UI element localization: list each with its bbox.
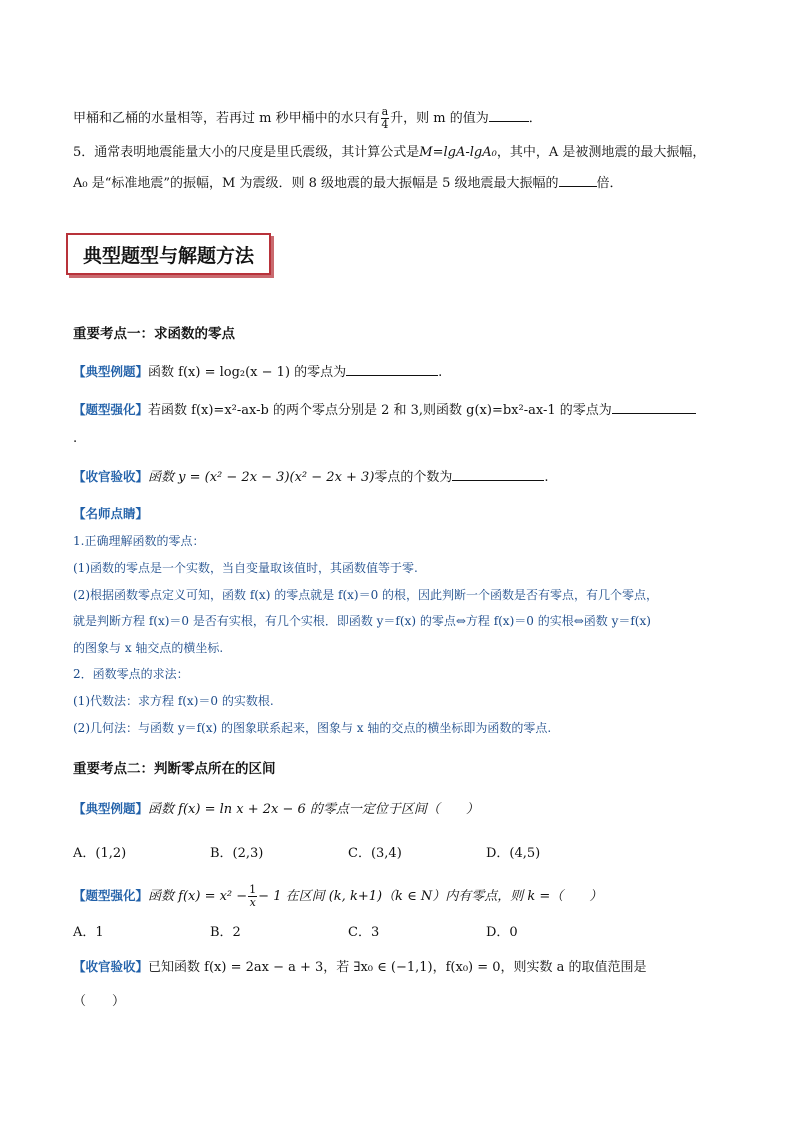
key-point-1-title: 重要考点一：求函数的零点 <box>73 326 235 342</box>
option-b: B．(2,3) <box>210 846 264 861</box>
answer-blank <box>489 109 529 122</box>
tip-line: (1)代数法：求方程 f(x)＝0 的实数根. <box>73 694 274 708</box>
key-point-2-title: 重要考点二：判断零点所在的区间 <box>73 761 276 777</box>
kp1-typical-example: 【典型例题】函数 f(x) = log₂(x − 1) 的零点为 . <box>73 364 443 380</box>
option-d: D．0 <box>486 925 518 940</box>
kp2-final-check: 【收官验收】已知函数 f(x) = 2ax − a + 3，若 ∃x₀ ∈ (−1,1)，f(x₀) = 0，则实数 a 的取值范围是 <box>73 959 647 975</box>
kp1-final-check: 【收官验收】函数 y = (x² − 2x − 3)(x² − 2x + 3)零点的个数为 . <box>73 469 549 485</box>
section-title: 典型题型与解题方法 <box>66 233 271 275</box>
option-a: A．(1,2) <box>73 846 127 861</box>
option-b: B．2 <box>210 925 241 940</box>
tip-line: 的图象与 x 轴交点的横坐标. <box>73 641 224 655</box>
answer-blank <box>346 363 438 376</box>
fraction-a-over-4: $\frac{a}{4}$ <box>381 105 389 131</box>
answer-blank <box>612 401 696 414</box>
option-a: A．1 <box>73 925 104 940</box>
question-5-line-1: 5．通常表明地震能量大小的尺度是里氏震级，其计算公式是M=lgA-lgA₀，其中，A 是被测地震的最大振幅， <box>73 145 706 160</box>
tip-line: (1)函数的零点是一个实数，当自变量取该值时，其函数值等于零. <box>73 561 418 575</box>
option-d: D．(4,5) <box>486 846 541 861</box>
answer-blank <box>559 174 597 187</box>
kp1-strengthen: 【题型强化】若函数 f(x)=x²-ax-b 的两个零点分别是 2 和 3,则函数 g(x)=bx²-ax-1 的零点为 <box>73 401 734 420</box>
option-c: C．(3,4) <box>348 846 402 861</box>
question-4-tail: 甲桶和乙桶的水量相等，若再过 m 秒甲桶中的水只有 $\frac{a}{4}$ 升，则 m 的值为 ． <box>73 105 542 131</box>
kp1-strengthen-end: . <box>73 431 78 446</box>
kp2-final-check-paren: （ ） <box>73 994 126 1009</box>
tip-line: (2)几何法：与函数 y＝f(x) 的图象联系起来，图象与 x 轴的交点的横坐标即为函数的零点. <box>73 721 552 735</box>
answer-blank <box>452 468 544 481</box>
option-c: C．3 <box>348 925 380 940</box>
tip-line: 1.正确理解函数的零点： <box>73 534 205 548</box>
tip-line: (2)根据函数零点定义可知，函数 f(x) 的零点就是 f(x)＝0 的根，因此判断一个函数是否有零点，有几个零点， <box>73 588 659 602</box>
question-5-line-2: A₀ 是“标准地震”的振幅，M 为震级．则 8 级地震的最大振幅是 5 级地震最大振幅的 倍． <box>73 176 623 191</box>
kp2-strengthen: 【题型强化】函数 f(x) = x² − $\frac{1}{x}$ − 1 在区间 (k, k+1)（k ∈ N）内有零点，则 k =（ ） <box>73 883 603 909</box>
kp2-typical-example: 【典型例题】函数 f(x) = ln x + 2x − 6 的零点一定位于区间（ ） <box>73 801 479 817</box>
tip-line: 2．函数零点的求法： <box>73 667 189 681</box>
teacher-tips-tag: 【名师点睛】 <box>73 506 149 521</box>
tip-line: 就是判断方程 f(x)＝0 是否有实根，有几个实根．即函数 y＝f(x) 的零点⇔方程 f(x)＝0 的实根⇔函数 y＝f(x) <box>73 614 651 628</box>
fraction-1-over-x: $\frac{1}{x}$ <box>249 883 257 909</box>
